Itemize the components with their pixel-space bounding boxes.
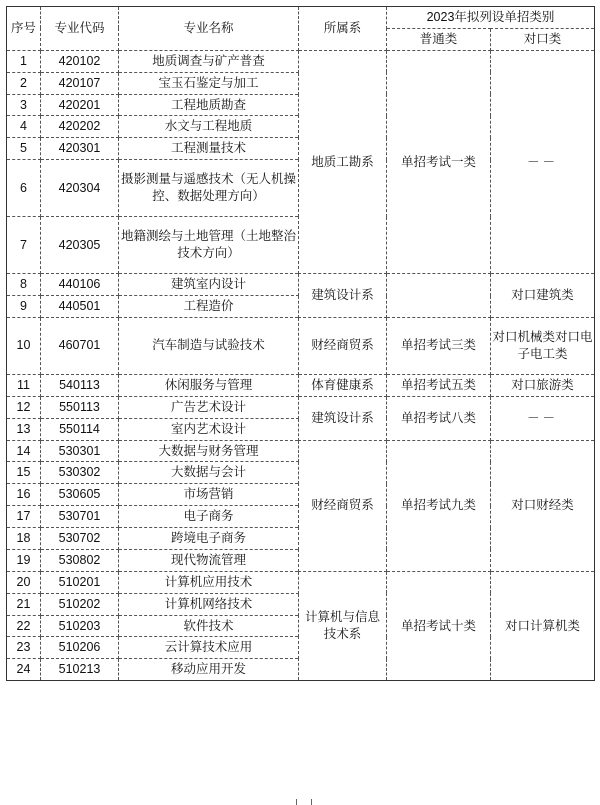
cell-name: 建筑室内设计 [119, 274, 299, 296]
cell-code: 420301 [41, 138, 119, 160]
cell-code: 540113 [41, 374, 119, 396]
cell-name: 电子商务 [119, 506, 299, 528]
cell-code: 530802 [41, 549, 119, 571]
cell-seq: 21 [7, 593, 41, 615]
cell-code: 530605 [41, 484, 119, 506]
cell-name: 计算机应用技术 [119, 571, 299, 593]
cell-seq: 11 [7, 374, 41, 396]
cell-seq: 1 [7, 50, 41, 72]
cell-name: 水文与工程地质 [119, 116, 299, 138]
cell-name: 摄影测量与遥感技术（无人机操控、数据处理方向） [119, 160, 299, 217]
cell-dept-sports: 体育健康系 [299, 374, 387, 396]
cell-code: 420202 [41, 116, 119, 138]
cell-name: 工程测量技术 [119, 138, 299, 160]
table-row [7, 396, 595, 418]
cell-general-art: 单招考试八类 [387, 396, 491, 440]
cell-seq: 9 [7, 296, 41, 318]
cell-code: 420102 [41, 50, 119, 72]
cell-dept-architecture-1: 建筑设计系 [299, 274, 387, 318]
cell-name: 休闲服务与管理 [119, 374, 299, 396]
cell-dept-geology: 地质工勘系 [299, 50, 387, 273]
cell-seq: 5 [7, 138, 41, 160]
cell-name: 地质调查与矿产普查 [119, 50, 299, 72]
cell-dept-architecture-2: 建筑设计系 [299, 396, 387, 440]
cell-seq: 10 [7, 317, 41, 374]
cell-code: 510206 [41, 637, 119, 659]
cell-code: 510213 [41, 659, 119, 681]
cell-seq: 24 [7, 659, 41, 681]
cell-code: 530702 [41, 528, 119, 550]
cell-general-geology: 单招考试一类 [387, 50, 491, 273]
header-vocational: 对口类 [491, 28, 595, 50]
cell-name: 现代物流管理 [119, 549, 299, 571]
table-row [7, 317, 595, 374]
cell-name: 大数据与财务管理 [119, 440, 299, 462]
cell-code: 510203 [41, 615, 119, 637]
cell-name: 室内艺术设计 [119, 418, 299, 440]
header-dept: 所属系 [299, 7, 387, 51]
cell-vocational-art: －－ [491, 396, 595, 440]
cell-seq: 20 [7, 571, 41, 593]
page-bottom-mark [296, 799, 312, 805]
table-row [7, 374, 595, 396]
cell-seq: 17 [7, 506, 41, 528]
cell-seq: 16 [7, 484, 41, 506]
cell-vocational-sports: 对口旅游类 [491, 374, 595, 396]
table-row [7, 274, 595, 296]
cell-code: 550114 [41, 418, 119, 440]
cell-name: 汽车制造与试验技术 [119, 317, 299, 374]
cell-name: 市场营销 [119, 484, 299, 506]
major-enrollment-table [6, 6, 595, 681]
table-header [7, 7, 595, 51]
cell-general-finance: 单招考试九类 [387, 440, 491, 571]
cell-code: 420305 [41, 217, 119, 274]
cell-name: 计算机网络技术 [119, 593, 299, 615]
cell-vocational-architecture-1: 对口建筑类 [491, 274, 595, 318]
cell-general-computer: 单招考试十类 [387, 571, 491, 680]
table-row [7, 571, 595, 593]
cell-code: 420107 [41, 72, 119, 94]
cell-vocational-geology: －－ [491, 50, 595, 273]
cell-seq: 23 [7, 637, 41, 659]
cell-code: 510202 [41, 593, 119, 615]
cell-code: 530701 [41, 506, 119, 528]
cell-name: 跨境电子商务 [119, 528, 299, 550]
cell-seq: 6 [7, 160, 41, 217]
header-row-1 [7, 7, 595, 29]
header-category-group: 2023年拟列设单招类别 [387, 7, 595, 29]
cell-code: 440106 [41, 274, 119, 296]
cell-name: 宝玉石鉴定与加工 [119, 72, 299, 94]
cell-name: 软件技术 [119, 615, 299, 637]
cell-code: 530302 [41, 462, 119, 484]
cell-general-auto: 单招考试三类 [387, 317, 491, 374]
cell-seq: 15 [7, 462, 41, 484]
cell-seq: 7 [7, 217, 41, 274]
cell-seq: 3 [7, 94, 41, 116]
cell-seq: 22 [7, 615, 41, 637]
cell-seq: 19 [7, 549, 41, 571]
header-general: 普通类 [387, 28, 491, 50]
cell-dept-finance-2: 财经商贸系 [299, 440, 387, 571]
cell-code: 420201 [41, 94, 119, 116]
cell-name: 工程造价 [119, 296, 299, 318]
cell-name: 地籍测绘与土地管理（土地整治技术方向） [119, 217, 299, 274]
table-row [7, 440, 595, 462]
cell-name: 工程地质勘查 [119, 94, 299, 116]
cell-name: 云计算技术应用 [119, 637, 299, 659]
cell-seq: 12 [7, 396, 41, 418]
cell-general-sports: 单招考试五类 [387, 374, 491, 396]
cell-seq: 13 [7, 418, 41, 440]
cell-name: 移动应用开发 [119, 659, 299, 681]
cell-general-architecture-1 [387, 274, 491, 318]
cell-seq: 8 [7, 274, 41, 296]
table-row [7, 50, 595, 72]
cell-dept-finance-1: 财经商贸系 [299, 317, 387, 374]
table-body [7, 50, 595, 680]
header-seq: 序号 [7, 7, 41, 51]
cell-code: 550113 [41, 396, 119, 418]
cell-seq: 4 [7, 116, 41, 138]
header-code: 专业代码 [41, 7, 119, 51]
cell-vocational-auto: 对口机械类对口电子电工类 [491, 317, 595, 374]
cell-name: 大数据与会计 [119, 462, 299, 484]
cell-name: 广告艺术设计 [119, 396, 299, 418]
cell-code: 460701 [41, 317, 119, 374]
header-name: 专业名称 [119, 7, 299, 51]
cell-code: 530301 [41, 440, 119, 462]
cell-seq: 2 [7, 72, 41, 94]
cell-vocational-finance: 对口财经类 [491, 440, 595, 571]
cell-code: 510201 [41, 571, 119, 593]
cell-code: 420304 [41, 160, 119, 217]
cell-seq: 14 [7, 440, 41, 462]
cell-vocational-computer: 对口计算机类 [491, 571, 595, 680]
cell-seq: 18 [7, 528, 41, 550]
cell-dept-computer: 计算机与信息技术系 [299, 571, 387, 680]
cell-code: 440501 [41, 296, 119, 318]
document-page [0, 6, 600, 805]
